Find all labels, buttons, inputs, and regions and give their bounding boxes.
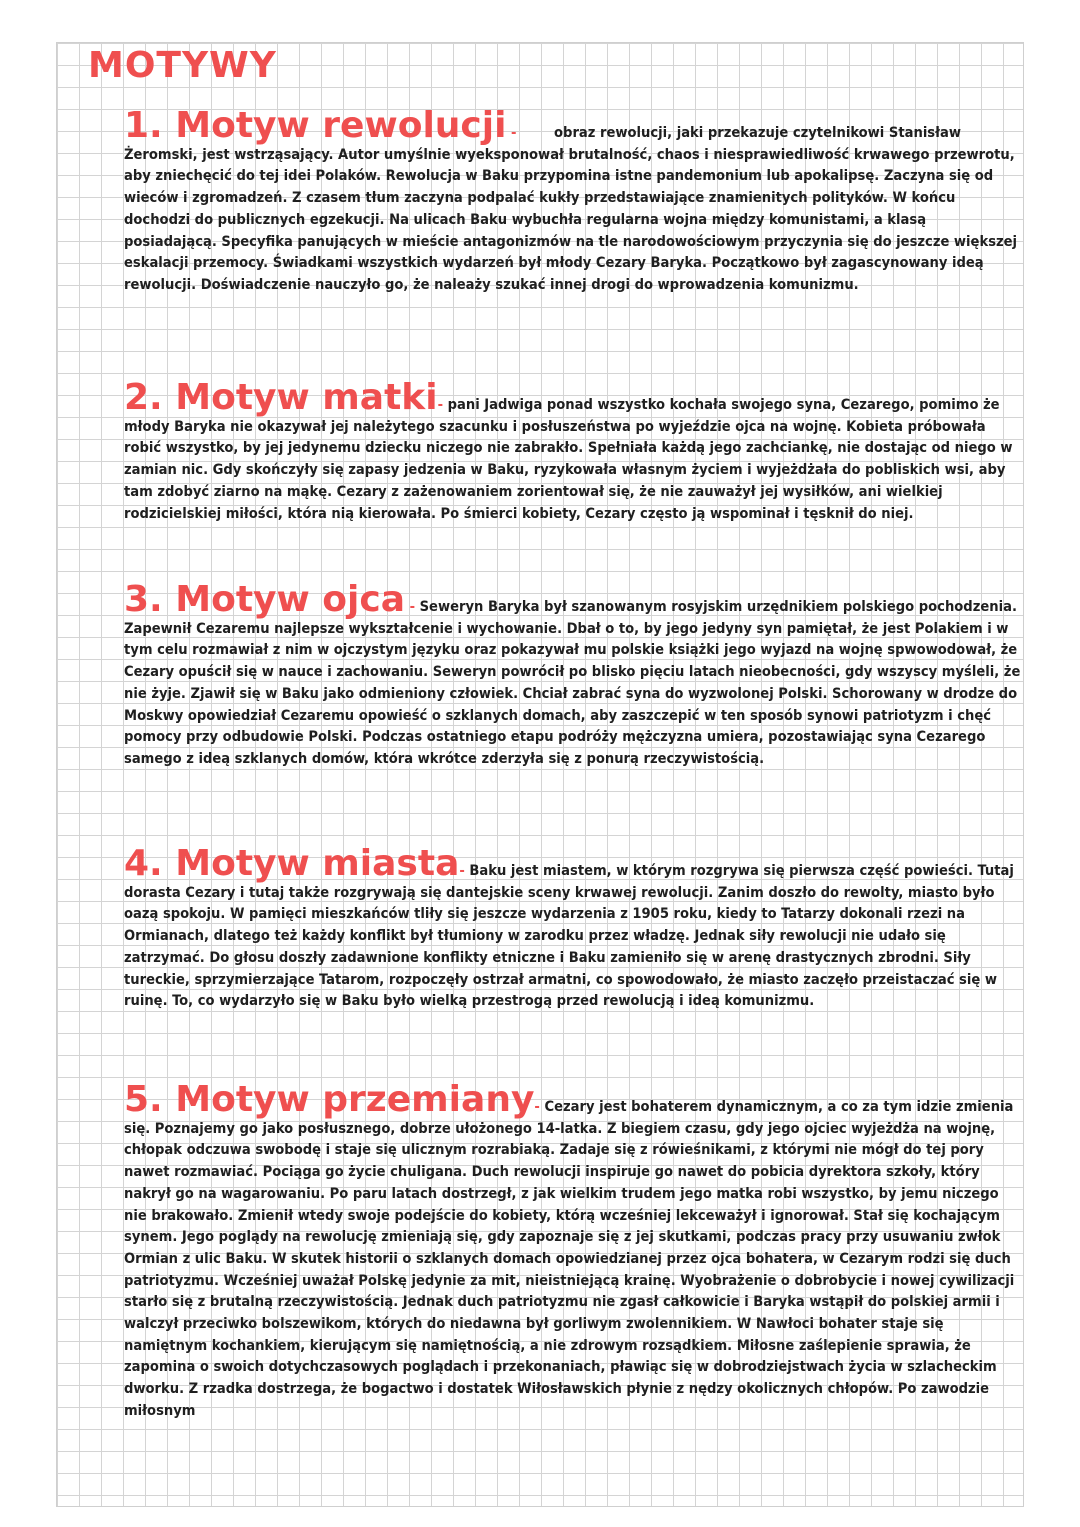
page-title: MOTYWY bbox=[88, 45, 277, 86]
section-dash: - bbox=[534, 1098, 545, 1115]
section-text: Seweryn Baryka był szanowanym rosyjskim urzędnikiem polskiego pochodzenia. Zapewnił Cezaremu najlepsze wykształcenie i wychowanie. Dbał o to, by jego jedyny syn pamiętał, że jest Polakiem i w tym celu rozmawiał z nim w ojczystym języku oraz pokazywał mu polskie książki jego wyjazd na wojnę spwowodował, że Cezary opuścił się w nauce i zachowaniu. Seweryn powrócił po blisko pięciu latach nieobecności, gdy wszyscy myśleli, że nie żyje. Zjawił się w Baku jako odmieniony człowiek. Chciał zabrać syna do wyzwolonej Polski. Schorowany w drodze do Moskwy opowiedział Cezaremu opowieść o szklanych domach, aby zaszczepić w ten sposób synowi patriotyzm i chęć pomocy przy odbudowie Polski. Podczas ostatniego etapu podróży mężczyzna umiera, pozostawiając syna Cezarego samego z ideą szklanych domów, która wkrótce zderzyła się z ponurą rzeczywistością. bbox=[124, 598, 1021, 767]
section-heading: 5. Motyw przemiany bbox=[124, 1079, 535, 1120]
section-text: Cezary jest bohaterem dynamicznym, a co za tym idzie zmienia się. Poznajemy go jako posłusznego, dobrze ułożonego 14-latka. Z biegiem czasu, gdy jego ojciec wyjeżdża na wojnę, chłopak odczuwa swobodę i staje się ulicznym rozrabiaką. Zadaje się z rówieśnikami, z którymi nie mógł do tej pory nawet rozmawiać. Pociąga go życie chuligana. Duch rewolucji inspiruje go nawet do pobicia dyrektora szkoły, który nakrył go na wagarowaniu. Po paru latach dostrzegł, z jak wielkim trudem jego matka robi wszystko, by jemu niczego nie brakowało. Zmienił wtedy swoje podejście do kobiety, którą wcześniej lekceważył i ignorował. Stał się kochającym synem. Jego poglądy na rewolucję zmieniają się, gdy zapoznaje się z jej skutkami, podczas pracy przy usuwaniu zwłok Ormian z ulic Baku. W skutek historii o szklanych domach opowiedzianej przez ojca bohatera, w Cezarym rodzi się duch patriotyzmu. Wcześniej uważał Polskę jedynie za mit, nieistniejącą krainę. Wyobrażenie o dobrobycie i nowej cywilizacji starło się z brutalną rzeczywistością. Jednak duch patriotyzmu nie zgasł całkowicie i Baryka wstąpił do polskiej armii i walczył przeciwko bolszewikom, których do niedawna był gorliwym zwolennikiem. W Nawłoci bohater staje się namiętnym kochankiem, kierującym się namiętnością, a nie zdrowym rozsądkiem. Miłosne zaślepienie sprawia, że zapomina o swoich dotychczasowych poglądach i przekonaniach, pławiąc się w dobrodziejstwach życia w szlacheckim dworku. Z rzadka dostrzega, że bogactwo i dostatek Wiłosławskich płynie z nędzy okolicznych chłopów. Po zawodzie miłosnym bbox=[124, 1098, 1015, 1419]
section-ojciec bbox=[124, 579, 1022, 770]
section-text: obraz rewolucji, jaki przekazuje czytelnikowi Stanisław Żeromski, jest wstrząsający. Autor umyślnie wyeksponował brutalność, chaos i niesprawiedliwość krwawego przewrotu, aby zniechęcić do tej idei Polaków. Rewolucja w Baku przypomina istne pandemonium lub apokalipsę. Zaczyna się od wieców i zgromadzeń. Z czasem tłum zaczyna podpalać kukły przedstawiające znamienitych polityków. W końcu dochodzi do publicznych egzekucji. Na ulicach Baku wybuchła regularna wojna między komunistami, a klasą posiadającą. Specyfika panujących w mieście antagonizmów na tle narodowościowym przyczynia się do jeszcze większej eskalacji przemocy. Świadkami wszystkich wydarzeń był młody Cezary Baryka. Początkowo był zagascynowany ideą rewolucji. Doświadczenie nauczyło go, że naleaży szukać innej drogi do wprowadzenia komunizmu. bbox=[124, 124, 1018, 293]
section-dash: - bbox=[459, 862, 470, 879]
section-rewolucja bbox=[124, 105, 1022, 296]
section-heading: 4. Motyw miasta bbox=[124, 843, 460, 884]
section-heading: 3. Motyw ojca bbox=[124, 579, 405, 620]
section-dash: - bbox=[506, 124, 522, 141]
section-matka bbox=[124, 377, 1022, 524]
section-text: Baku jest miastem, w którym rozgrywa się pierwsza część powieści. Tutaj dorasta Cezary i tutaj także rozgrywają się dantejskie sceny krwawej rewolucji. Zanim doszło do rewolty, miasto było oazą spokoju. W pamięci mieszkańców tliły się jeszcze wydarzenia z 1905 roku, kiedy to Tatarzy dokonali rzezi na Ormianach, dlatego też każdy konflikt był tłumiony w zarodku przez władzę. Jednak siły rewolucji nie udało się zatrzymać. Do głosu doszły zadawnione konflikty etniczne i Baku zamieniło się w arenę drastycznych zbrodni. Siły tureckie, sprzymierzające Tatarom, rozpoczęły ostrzał armatni, co spowodowało, że miasto zaczęło przeistaczać się w ruinę. To, co wydarzyło się w Baku było wielką przestrogą przed rewolucją i ideą komunizmu. bbox=[124, 862, 1014, 1010]
section-miasto bbox=[124, 843, 1022, 1012]
section-heading: 1. Motyw rewolucji bbox=[124, 105, 507, 146]
section-dash: - bbox=[405, 598, 420, 615]
section-przemiana bbox=[124, 1079, 1022, 1422]
section-text: pani Jadwiga ponad wszystko kochała swojego syna, Cezarego, pomimo że młody Baryka nie okazywał jej należytego szacunku i posłuszeństwa po wyjeździe ojca na wojnę. Kobieta próbowała robić wszystko, by jej jedynemu dziecku niczego nie zabrakło. Spełniała każdą jego zachciankę, nie dostając od niego w zamian nic. Gdy skończyły się zapasy jedzenia w Baku, ryzykowała własnym życiem i wyjeżdżała do pobliskich wsi, aby tam zdobyć ziarno na mąkę. Cezary z zażenowaniem zorientował się, że nie zauważył jej wysiłków, ani wielkiej rodzicielskiej miłości, która nią kierowała. Po śmierci kobiety, Cezary często ją wspominał i tęsknił do niej. bbox=[124, 396, 1013, 522]
section-dash: - bbox=[437, 396, 448, 413]
section-heading: 2. Motyw matki bbox=[124, 377, 438, 418]
